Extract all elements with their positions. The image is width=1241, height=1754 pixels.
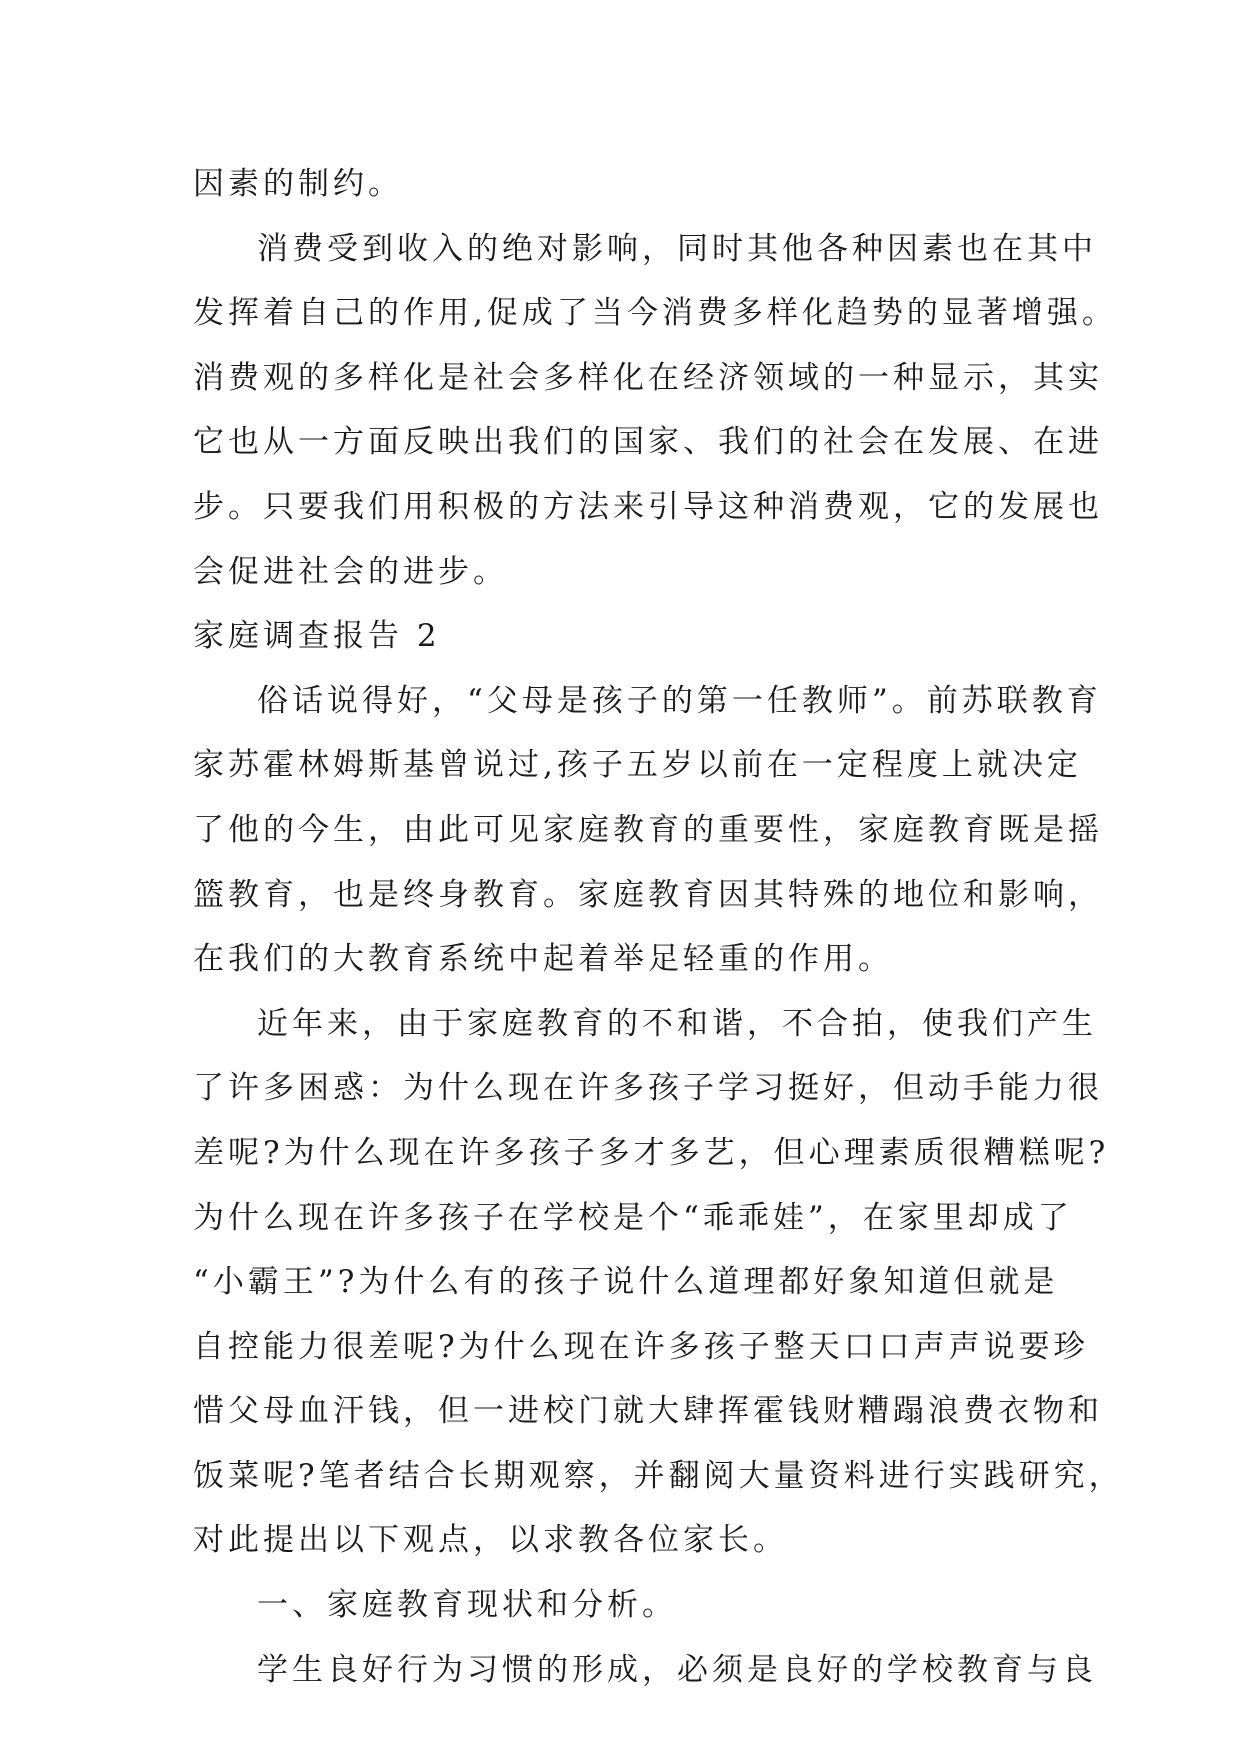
text-line: 一、家庭教育现状和分析。 bbox=[257, 1587, 677, 1624]
text-line: 在我们的大教育系统中起着举足轻重的作用。 bbox=[193, 941, 893, 978]
text-line: 家庭调查报告 2 bbox=[193, 618, 441, 655]
text-line: 因素的制约。 bbox=[193, 166, 403, 202]
text-line: 它也从一方面反映出我们的国家、我们的社会在发展、在进 bbox=[193, 424, 1103, 461]
text-line: 俗话说得好，“父母是孩子的第一任教师”。前苏联教育 bbox=[257, 682, 1102, 719]
text-line: 近年来，由于家庭教育的不和谐，不合拍，使我们产生 bbox=[257, 1005, 1097, 1042]
text-line: 消费观的多样化是社会多样化在经济领域的一种显示，其实 bbox=[193, 359, 1103, 396]
text-line: 篮教育，也是终身教育。家庭教育因其特殊的地位和影响， bbox=[193, 876, 1103, 913]
text-line: 对此提出以下观点，以求教各位家长。 bbox=[193, 1522, 788, 1559]
text-line: 了他的今生，由此可见家庭教育的重要性，家庭教育既是摇 bbox=[193, 811, 1103, 848]
text-line: 发挥着自己的作用,促成了当今消费多样化趋势的显著增强。 bbox=[193, 295, 1117, 332]
text-line: 步。只要我们用积极的方法来引导这种消费观，它的发展也 bbox=[193, 488, 1103, 525]
text-line: 家苏霍林姆斯基曾说过,孩子五岁以前在一定程度上就决定 bbox=[193, 747, 1082, 784]
text-line: 自控能力很差呢?为什么现在许多孩子整天口口声声说要珍 bbox=[193, 1328, 1089, 1365]
text-line: 差呢?为什么现在许多孩子多才多艺，但心理素质很糟糕呢? bbox=[193, 1134, 1110, 1171]
text-line: 学生良好行为习惯的形成，必须是良好的学校教育与良 bbox=[257, 1651, 1097, 1688]
text-line: 饭菜呢?笔者结合长期观察，并翻阅大量资料进行实践研究， bbox=[193, 1457, 1124, 1494]
text-line: 惜父母血汗钱，但一进校门就大肆挥霍钱财糟蹋浪费衣物和 bbox=[193, 1393, 1103, 1430]
text-line: 会促进社会的进步。 bbox=[193, 553, 508, 590]
text-line: “小霸王”?为什么有的孩子说什么道理都好象知道但就是 bbox=[193, 1264, 1059, 1301]
text-line: 为什么现在许多孩子在学校是个“乖乖娃”，在家里却成了 bbox=[193, 1199, 1073, 1236]
document-body bbox=[193, 152, 1124, 1702]
text-line: 了许多困惑：为什么现在许多孩子学习挺好，但动手能力很 bbox=[193, 1070, 1103, 1107]
text-line: 消费受到收入的绝对影响，同时其他各种因素也在其中 bbox=[257, 230, 1097, 267]
